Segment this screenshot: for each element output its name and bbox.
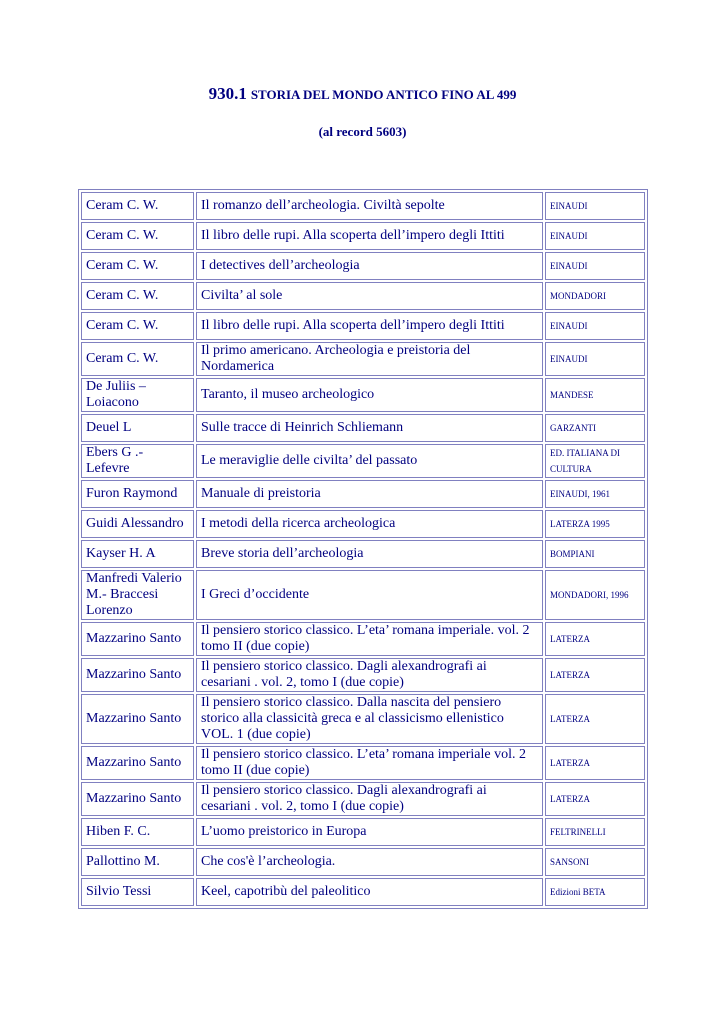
publisher-cell: FELTRINELLI xyxy=(545,818,645,846)
classification-number: 930.1 xyxy=(208,84,247,103)
table-row xyxy=(81,342,645,376)
publisher-cell: BOMPIANI xyxy=(545,540,645,568)
title-cell: Sulle tracce di Heinrich Schliemann xyxy=(196,414,543,442)
publisher-cell: ED. ITALIANA DI CULTURA xyxy=(545,444,645,478)
table-row xyxy=(81,480,645,508)
table-row xyxy=(81,378,645,412)
classification-title: STORIA DEL MONDO ANTICO FINO AL 499 xyxy=(250,87,517,102)
publisher-cell: LATERZA xyxy=(545,694,645,744)
publisher-cell: EINAUDI xyxy=(545,222,645,250)
catalog-table xyxy=(78,189,648,909)
table-row xyxy=(81,510,645,538)
title-cell: Il pensiero storico classico. L’eta’ romana imperiale. vol. 2 tomo II (due copie) xyxy=(196,622,543,656)
title-cell: Il libro delle rupi. Alla scoperta dell’impero degli Ittiti xyxy=(196,222,543,250)
author-cell: Mazzarino Santo xyxy=(81,782,194,816)
title-cell: Civilta’ al sole xyxy=(196,282,543,310)
publisher-cell: MONDADORI, 1996 xyxy=(545,570,645,620)
author-cell: Pallottino M. xyxy=(81,848,194,876)
title-cell: Il pensiero storico classico. Dagli alexandrografi ai cesariani . vol. 2, tomo I (due copie) xyxy=(196,658,543,692)
title-cell: Il pensiero storico classico. L’eta’ romana imperiale vol. 2 tomo II (due copie) xyxy=(196,746,543,780)
author-cell: Ceram C. W. xyxy=(81,342,194,376)
publisher-cell: EINAUDI xyxy=(545,192,645,220)
title-cell: Il primo americano. Archeologia e preistoria del Nordamerica xyxy=(196,342,543,376)
publisher-cell: EINAUDI xyxy=(545,342,645,376)
publisher-cell: LATERZA xyxy=(545,658,645,692)
title-cell: Breve storia dell’archeologia xyxy=(196,540,543,568)
publisher-cell: LATERZA xyxy=(545,746,645,780)
page-subtitle: (al record 5603) xyxy=(318,124,407,139)
table-row xyxy=(81,540,645,568)
table-row xyxy=(81,192,645,220)
author-cell: Ebers G .- Lefevre xyxy=(81,444,194,478)
author-cell: Kayser H. A xyxy=(81,540,194,568)
title-cell: I metodi della ricerca archeologica xyxy=(196,510,543,538)
publisher-cell: GARZANTI xyxy=(545,414,645,442)
author-cell: Ceram C. W. xyxy=(81,252,194,280)
author-cell: Mazzarino Santo xyxy=(81,658,194,692)
author-cell: Ceram C. W. xyxy=(81,312,194,340)
title-cell: Che cos'è l’archeologia. xyxy=(196,848,543,876)
table-row xyxy=(81,570,645,620)
publisher-cell: LATERZA xyxy=(545,782,645,816)
table-row xyxy=(81,444,645,478)
author-cell: Ceram C. W. xyxy=(81,192,194,220)
title-cell: I Greci d’occidente xyxy=(196,570,543,620)
author-cell: De Juliis – Loiacono xyxy=(81,378,194,412)
author-cell: Deuel L xyxy=(81,414,194,442)
table-row xyxy=(81,848,645,876)
author-cell: Mazzarino Santo xyxy=(81,746,194,780)
catalog-table-body xyxy=(81,192,645,906)
table-row xyxy=(81,818,645,846)
publisher-cell: Edizioni BETA xyxy=(545,878,645,906)
author-cell: Silvio Tessi xyxy=(81,878,194,906)
table-row xyxy=(81,694,645,744)
table-row xyxy=(81,282,645,310)
author-cell: Ceram C. W. xyxy=(81,222,194,250)
table-row xyxy=(81,222,645,250)
publisher-cell: LATERZA 1995 xyxy=(545,510,645,538)
title-cell: Manuale di preistoria xyxy=(196,480,543,508)
table-row xyxy=(81,414,645,442)
publisher-cell: LATERZA xyxy=(545,622,645,656)
title-cell: Taranto, il museo archeologico xyxy=(196,378,543,412)
title-cell: Il pensiero storico classico. Dalla nascita del pensiero storico alla classicità greca e al classicismo ellenistico VOL. 1 (due copie) xyxy=(196,694,543,744)
author-cell: Furon Raymond xyxy=(81,480,194,508)
page-title xyxy=(0,84,725,104)
author-cell: Hiben F. C. xyxy=(81,818,194,846)
table-row xyxy=(81,782,645,816)
author-cell: Ceram C. W. xyxy=(81,282,194,310)
table-row xyxy=(81,622,645,656)
author-cell: Mazzarino Santo xyxy=(81,694,194,744)
title-cell: Keel, capotribù del paleolitico xyxy=(196,878,543,906)
title-cell: Il pensiero storico classico. Dagli alexandrografi ai cesariani . vol. 2, tomo I (due copie) xyxy=(196,782,543,816)
publisher-cell: MANDESE xyxy=(545,378,645,412)
title-cell: Le meraviglie delle civilta’ del passato xyxy=(196,444,543,478)
table-row xyxy=(81,746,645,780)
title-cell: L’uomo preistorico in Europa xyxy=(196,818,543,846)
table-row xyxy=(81,252,645,280)
publisher-cell: EINAUDI, 1961 xyxy=(545,480,645,508)
title-cell: Il libro delle rupi. Alla scoperta dell’impero degli Ittiti xyxy=(196,312,543,340)
publisher-cell: SANSONI xyxy=(545,848,645,876)
publisher-cell: EINAUDI xyxy=(545,312,645,340)
title-cell: Il romanzo dell’archeologia. Civiltà sepolte xyxy=(196,192,543,220)
title-cell: I detectives dell’archeologia xyxy=(196,252,543,280)
table-row xyxy=(81,658,645,692)
publisher-cell: EINAUDI xyxy=(545,252,645,280)
publisher-cell: MONDADORI xyxy=(545,282,645,310)
author-cell: Mazzarino Santo xyxy=(81,622,194,656)
author-cell: Manfredi Valerio M.- Braccesi Lorenzo xyxy=(81,570,194,620)
author-cell: Guidi Alessandro xyxy=(81,510,194,538)
table-row xyxy=(81,878,645,906)
table-row xyxy=(81,312,645,340)
